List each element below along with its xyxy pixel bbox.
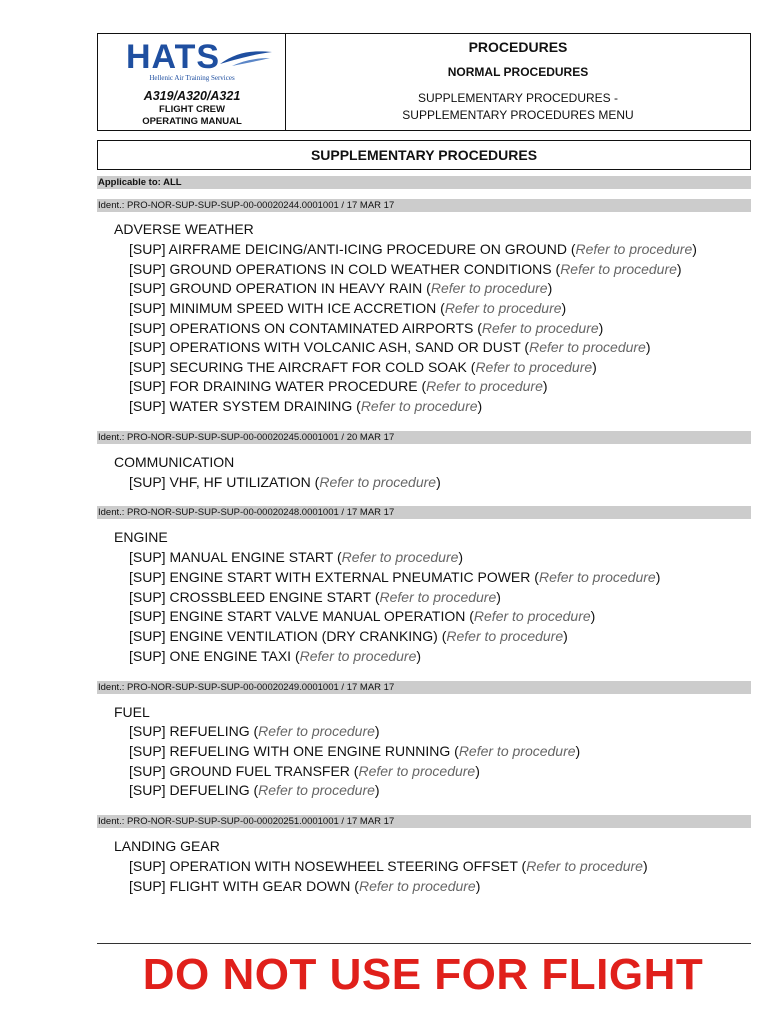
procedure-name: [SUP] REFUELING — [129, 723, 250, 739]
document-header — [97, 33, 751, 131]
procedure-item: [SUP] MINIMUM SPEED WITH ICE ACCRETION (Refer to procedure) — [129, 300, 567, 316]
refer-to-procedure-link[interactable]: Refer to procedure — [560, 261, 677, 277]
procedure-item: [SUP] GROUND OPERATIONS IN COLD WEATHER CONDITIONS (Refer to procedure) — [129, 261, 682, 277]
procedure-name: [SUP] WATER SYSTEM DRAINING — [129, 398, 353, 414]
refer-to-procedure-link[interactable]: Refer to procedure — [360, 398, 478, 414]
refer-to-procedure-link[interactable]: Refer to procedure — [379, 589, 497, 605]
procedure-name: [SUP] VHF, HF UTILIZATION — [129, 474, 311, 490]
ident-bar: Ident.: PRO-NOR-SUP-SUP-SUP-00-00020244.0001001 / 17 MAR 17 — [97, 199, 751, 212]
logo-cell — [98, 34, 286, 130]
procedure-item: [SUP] ENGINE START WITH EXTERNAL PNEUMATIC POWER (Refer to procedure) — [129, 569, 661, 585]
procedure-item: [SUP] WATER SYSTEM DRAINING (Refer to procedure) — [129, 398, 483, 414]
refer-to-procedure-link[interactable]: Refer to procedure — [458, 743, 576, 759]
procedure-name: [SUP] OPERATIONS WITH VOLCANIC ASH, SAND OR DUST — [129, 339, 521, 355]
procedure-item: [SUP] ENGINE START VALVE MANUAL OPERATION (Refer to procedure) — [129, 608, 596, 624]
refer-to-procedure-link[interactable]: Refer to procedure — [258, 782, 375, 798]
procedure-name: [SUP] AIRFRAME DEICING/ANTI-ICING PROCEDURE ON GROUND — [129, 241, 567, 257]
procedure-name: [SUP] MANUAL ENGINE START — [129, 549, 334, 565]
refer-to-procedure-link[interactable]: Refer to procedure — [444, 300, 562, 316]
procedure-name: [SUP] GROUND FUEL TRANSFER — [129, 763, 350, 779]
procedure-name: [SUP] ENGINE START VALVE MANUAL OPERATION — [129, 608, 466, 624]
group-heading: ENGINE — [114, 529, 168, 545]
procedure-name: [SUP] REFUELING WITH ONE ENGINE RUNNING — [129, 743, 451, 759]
refer-to-procedure-link[interactable]: Refer to procedure — [473, 608, 591, 624]
applicability-bar: Applicable to: ALL — [97, 176, 751, 189]
procedure-item: [SUP] ONE ENGINE TAXI (Refer to procedure) — [129, 648, 422, 664]
ident-bar: Ident.: PRO-NOR-SUP-SUP-SUP-00-00020248.0001001 / 17 MAR 17 — [97, 506, 751, 519]
procedure-name: [SUP] ENGINE START WITH EXTERNAL PNEUMATIC POWER — [129, 569, 531, 585]
procedure-name: [SUP] ENGINE VENTILATION (DRY CRANKING) — [129, 628, 438, 644]
refer-to-procedure-link[interactable]: Refer to procedure — [446, 628, 564, 644]
procedure-item: [SUP] REFUELING WITH ONE ENGINE RUNNING (Refer to procedure) — [129, 743, 581, 759]
logo-subtitle: Hellenic Air Training Services — [149, 74, 235, 82]
refer-to-procedure-link[interactable]: Refer to procedure — [426, 378, 543, 394]
subsection-title — [286, 90, 750, 124]
subsection-line-2: SUPPLEMENTARY PROCEDURES MENU — [402, 108, 634, 122]
refer-to-procedure-link[interactable]: Refer to procedure — [529, 339, 646, 355]
warning-banner: DO NOT USE FOR FLIGHT — [142, 950, 704, 999]
procedure-name: [SUP] ONE ENGINE TAXI — [129, 648, 292, 664]
procedure-item: [SUP] OPERATIONS ON CONTAMINATED AIRPORTS (Refer to procedure) — [129, 320, 604, 336]
procedure-item: [SUP] ENGINE VENTILATION (DRY CRANKING) (Refer to procedure) — [129, 628, 568, 644]
procedure-item: [SUP] OPERATION WITH NOSEWHEEL STEERING OFFSET (Refer to procedure) — [129, 858, 648, 874]
ident-bar: Ident.: PRO-NOR-SUP-SUP-SUP-00-00020249.0001001 / 17 MAR 17 — [97, 681, 751, 694]
procedure-item: [SUP] SECURING THE AIRCRAFT FOR COLD SOAK (Refer to procedure) — [129, 359, 597, 375]
procedure-item: [SUP] DEFUELING (Refer to procedure) — [129, 782, 380, 798]
procedure-item: [SUP] FOR DRAINING WATER PROCEDURE (Refer to procedure) — [129, 378, 548, 394]
procedure-item: [SUP] FLIGHT WITH GEAR DOWN (Refer to procedure) — [129, 878, 481, 894]
procedure-name: [SUP] FOR DRAINING WATER PROCEDURE — [129, 378, 418, 394]
procedure-name: [SUP] OPERATIONS ON CONTAMINATED AIRPORTS — [129, 320, 474, 336]
refer-to-procedure-link[interactable]: Refer to procedure — [475, 359, 593, 375]
title-cell — [286, 34, 750, 130]
refer-to-procedure-link[interactable]: Refer to procedure — [319, 474, 437, 490]
procedure-name: [SUP] CROSSBLEED ENGINE START — [129, 589, 371, 605]
procedure-item: [SUP] CROSSBLEED ENGINE START (Refer to procedure) — [129, 589, 501, 605]
procedure-item: [SUP] OPERATIONS WITH VOLCANIC ASH, SAND OR DUST (Refer to procedure) — [129, 339, 651, 355]
refer-to-procedure-link[interactable]: Refer to procedure — [430, 280, 548, 296]
footer-divider — [97, 943, 751, 944]
section-subtitle: NORMAL PROCEDURES — [447, 65, 589, 79]
procedure-name: [SUP] GROUND OPERATION IN HEAVY RAIN — [129, 280, 423, 296]
procedure-name: [SUP] OPERATION WITH NOSEWHEEL STEERING OFFSET — [129, 858, 518, 874]
group-heading: COMMUNICATION — [114, 454, 235, 470]
procedure-item: [SUP] VHF, HF UTILIZATION (Refer to procedure) — [129, 474, 441, 490]
manual-line-1: FLIGHT CREW — [159, 104, 225, 115]
procedure-name: [SUP] GROUND OPERATIONS IN COLD WEATHER CONDITIONS — [129, 261, 552, 277]
hats-logo: HATS — [126, 38, 221, 76]
procedure-item: [SUP] GROUND FUEL TRANSFER (Refer to procedure) — [129, 763, 480, 779]
procedure-item: [SUP] MANUAL ENGINE START (Refer to procedure) — [129, 549, 464, 565]
chapter-title: PROCEDURES — [468, 39, 568, 55]
subsection-line-1: SUPPLEMENTARY PROCEDURES - — [417, 91, 619, 105]
manual-line-2: OPERATING MANUAL — [142, 116, 242, 127]
section-title: SUPPLEMENTARY PROCEDURES — [97, 140, 751, 170]
procedure-item: [SUP] AIRFRAME DEICING/ANTI-ICING PROCEDURE ON GROUND (Refer to procedure) — [129, 241, 697, 257]
procedure-item: [SUP] GROUND OPERATION IN HEAVY RAIN (Refer to procedure) — [129, 280, 553, 296]
aircraft-type: A319/A320/A321 — [143, 89, 241, 103]
procedure-name: [SUP] SECURING THE AIRCRAFT FOR COLD SOAK — [129, 359, 467, 375]
refer-to-procedure-link[interactable]: Refer to procedure — [258, 723, 375, 739]
procedure-name: [SUP] MINIMUM SPEED WITH ICE ACCRETION — [129, 300, 437, 316]
ident-bar: Ident.: PRO-NOR-SUP-SUP-SUP-00-00020245.0001001 / 20 MAR 17 — [97, 431, 751, 444]
procedure-item: [SUP] REFUELING (Refer to procedure) — [129, 723, 380, 739]
manual-name — [98, 104, 286, 128]
refer-to-procedure-link[interactable]: Refer to procedure — [358, 763, 476, 779]
refer-to-procedure-link[interactable]: Refer to procedure — [538, 569, 656, 585]
group-heading: LANDING GEAR — [114, 838, 220, 854]
procedure-name: [SUP] DEFUELING — [129, 782, 250, 798]
refer-to-procedure-link[interactable]: Refer to procedure — [299, 648, 417, 664]
refer-to-procedure-link[interactable]: Refer to procedure — [575, 241, 693, 257]
refer-to-procedure-link[interactable]: Refer to procedure — [358, 878, 476, 894]
refer-to-procedure-link[interactable]: Refer to procedure — [341, 549, 459, 565]
procedure-name: [SUP] FLIGHT WITH GEAR DOWN — [129, 878, 351, 894]
refer-to-procedure-link[interactable]: Refer to procedure — [481, 320, 599, 336]
refer-to-procedure-link[interactable]: Refer to procedure — [526, 858, 643, 874]
swoosh-logo-icon — [218, 46, 274, 68]
group-heading: ADVERSE WEATHER — [114, 221, 254, 237]
ident-bar: Ident.: PRO-NOR-SUP-SUP-SUP-00-00020251.0001001 / 17 MAR 17 — [97, 815, 751, 828]
group-heading: FUEL — [114, 704, 150, 720]
